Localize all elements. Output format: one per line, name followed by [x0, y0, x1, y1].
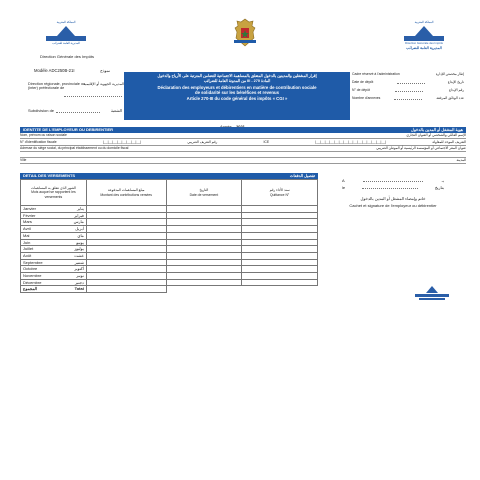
adresse-label: Adresse du siège social, du principal établissement ou du domicile fiscal: [20, 146, 129, 150]
quittance-cell[interactable]: [242, 206, 318, 213]
quittance-cell[interactable]: [242, 246, 318, 253]
month-cell: [21, 246, 87, 253]
table-row: [21, 226, 318, 233]
num-depot-label: N° de dépôt: [352, 88, 370, 92]
date-cell[interactable]: [166, 219, 242, 226]
cadre-label: Cadre réservé à l'administration: [352, 72, 400, 76]
quittance-cell[interactable]: [242, 279, 318, 286]
if-label: N° d'identification fiscale: [20, 140, 57, 144]
montant-cell[interactable]: [86, 226, 166, 233]
cachet-label: Cachet et signature de l'employeur ou débirentier: [349, 203, 437, 208]
a-label: A: [342, 178, 345, 183]
month-label-ar: أبريل: [75, 226, 84, 232]
quittance-cell[interactable]: [242, 232, 318, 239]
quittance-cell[interactable]: [242, 259, 318, 266]
montant-cell[interactable]: [86, 259, 166, 266]
montant-cell[interactable]: [86, 232, 166, 239]
montant-cell[interactable]: [86, 273, 166, 280]
subdivision-label-ar: الشعبة: [110, 108, 122, 113]
month-label-ar: يناير: [76, 206, 84, 211]
date-cell[interactable]: [166, 273, 242, 280]
form-title-box: [124, 72, 350, 120]
nb-annexes-field[interactable]: [394, 96, 422, 100]
date-depot-field[interactable]: [397, 80, 425, 84]
versements-title-ar: تفصيل الدفعات: [289, 173, 315, 178]
month-label-ar: أكتوبر: [74, 266, 84, 272]
quittance-cell[interactable]: [242, 212, 318, 219]
month-cell: [21, 219, 87, 226]
col-quittance: سند الأداء رقم Quittance N°: [242, 180, 318, 206]
col-date: التاريخ Date de versement: [166, 180, 242, 206]
ministry-text-right: المملكة المغربية: [414, 20, 434, 24]
quittance-cell[interactable]: [242, 266, 318, 273]
title-fr-3: Article 270-III du code général des impôts « CGI »: [186, 95, 288, 101]
a-label-ar: بـ: [441, 178, 444, 183]
date-cell[interactable]: [166, 239, 242, 246]
date-depot-label-ar: تاريخ الإيداع: [447, 80, 464, 84]
date-cell[interactable]: [166, 206, 242, 213]
month-cell: [21, 273, 87, 280]
montant-cell[interactable]: [86, 212, 166, 219]
model-label-ar: نموذج: [100, 68, 110, 73]
quittance-cell[interactable]: [242, 219, 318, 226]
nom-label: Nom, prénom ou raison sociale: [20, 133, 67, 137]
month-label-ar: مارس: [73, 219, 84, 225]
month-label-ar: فبراير: [74, 212, 84, 218]
month-label-ar: غشت: [74, 252, 84, 258]
le-label-ar: بتاريخ: [434, 185, 444, 190]
ministry-text-left: المملكة المغربية: [56, 20, 76, 24]
table-row: [21, 273, 318, 280]
le-field[interactable]: [362, 185, 418, 189]
month-label: Juin: [23, 239, 31, 245]
date-cell[interactable]: [166, 266, 242, 273]
table-row: [21, 239, 318, 246]
col-mois: الشهر الذي تتعلق به المساهمات Mois auquel se rapportent les versements: [21, 180, 87, 206]
table-row: [21, 212, 318, 219]
date-cell[interactable]: [166, 259, 242, 266]
ice-cells[interactable]: |__|__|__|__|__|__|__|__|__|__|__|__|__|__|__|: [315, 140, 386, 144]
month-label: Janvier: [23, 206, 36, 211]
dgi-logo-icon: [415, 26, 433, 36]
direction-field[interactable]: [64, 96, 122, 97]
total-label-ar: المجموع: [23, 286, 37, 292]
month-label: Septembre: [23, 259, 43, 265]
montant-cell[interactable]: [86, 252, 166, 259]
dgi-ar-left: المديرية العامة للضرائب: [52, 41, 80, 45]
month-label: Mars: [23, 219, 32, 225]
montant-cell[interactable]: [86, 219, 166, 226]
if-cells[interactable]: |__|__|__|__|__|__|__|__|: [102, 140, 142, 144]
versements-title: DETAIL DES VERSEMENTS: [23, 173, 76, 178]
le-label: le: [342, 185, 346, 190]
month-label: Février: [23, 212, 36, 218]
if-label-ar: التعريف الموحد للمقاولة: [432, 140, 466, 144]
month-label: Décembre: [23, 279, 42, 285]
month-label-ar: دجنبر: [74, 279, 84, 285]
nb-annexes-label: Nombre d'annexes: [352, 96, 381, 100]
date-cell[interactable]: [166, 246, 242, 253]
ice-label: ICE: [263, 140, 270, 144]
dgi-footer-logo-icon: [426, 286, 438, 293]
date-cell[interactable]: [166, 252, 242, 259]
total-row: [21, 286, 318, 293]
title-ar: إقرار المشغلين والمدينين بالدخول المتعلق بالمساهمة الاجتماعية للتضامن المترتبة على الأرباح والدخول: [157, 74, 317, 78]
month-label-ar: يوليوز: [74, 246, 84, 252]
table-row: [21, 266, 318, 273]
versements-table: [20, 179, 318, 293]
total-montant-cell[interactable]: [86, 286, 166, 293]
month-label: Avril: [23, 226, 31, 232]
subdivision-field[interactable]: [56, 112, 100, 113]
month-cell: [21, 279, 87, 286]
signature-block: [320, 178, 466, 208]
month-cell: [21, 206, 87, 213]
month-label-ar: ماي: [77, 232, 84, 238]
a-field[interactable]: [363, 178, 423, 182]
month-cell: [21, 239, 87, 246]
dgi-logo-left: [36, 20, 96, 45]
num-depot-field[interactable]: [395, 88, 423, 92]
table-row: [21, 279, 318, 286]
month-cell: [21, 226, 87, 233]
ville-label: Ville: [20, 158, 27, 162]
direction-label: Direction régionale, provinciale ou (inter) préfectorale de: [28, 82, 86, 91]
nom-label-ar: الإسم العائلي والشخصي أو العنوان التجاري: [406, 133, 466, 137]
month-label: Octobre: [23, 266, 38, 272]
declaration-form: [14, 10, 466, 306]
total-label: Total: [74, 286, 84, 292]
col-montant: مبلغ المساهمات المدفوعة Montant des contributions versées: [86, 180, 166, 206]
subdivision-label: Subdivision de: [28, 108, 55, 113]
model-label: Modèle ADC250B-21I: [34, 68, 75, 73]
month-label: Mai: [23, 232, 30, 238]
dgi-logo-icon: [57, 26, 75, 36]
montant-cell[interactable]: [86, 239, 166, 246]
dgi-name-right: Direction Générale des Impôts: [405, 41, 443, 45]
montant-cell[interactable]: [86, 206, 166, 213]
date-depot-label: Date de dépôt: [352, 80, 374, 84]
table-row: [21, 259, 318, 266]
montant-cell[interactable]: [86, 246, 166, 253]
title-fr-1: Déclaration des employeurs et débirentiers en matière de contribution sociale: [157, 84, 317, 90]
month-label: Novembre: [23, 273, 42, 279]
table-row: [21, 219, 318, 226]
date-cell[interactable]: [166, 279, 242, 286]
rc-label-ar: رقم التعريف الضريبي: [187, 140, 218, 144]
cachet-label-ar: خاتم وإمضاء المشغل أو المدين بالدخول: [360, 196, 426, 201]
title-ar-2: المادة 270 - III من المدونة العامة للضرائب: [203, 79, 271, 84]
month-cell: [21, 266, 87, 273]
identite-section: [20, 133, 466, 164]
title-fr-2: de solidarité sur les bénéfices et revenus: [194, 90, 280, 96]
direction-label-ar: المديرية الجهوية أو الإقليمية: [83, 82, 124, 86]
quittance-cell[interactable]: [242, 226, 318, 233]
identite-title-ar: هوية المشغل أو المدين بالدخول: [410, 127, 463, 132]
date-cell[interactable]: [166, 232, 242, 239]
month-cell: [21, 252, 87, 259]
dgi-name-left: Direction Générale des Impôts: [40, 54, 95, 59]
montant-cell[interactable]: [86, 279, 166, 286]
quittance-cell[interactable]: [242, 239, 318, 246]
month-label-ar: شتنبر: [74, 259, 84, 265]
num-depot-label-ar: رقم الإيداع: [448, 88, 464, 92]
adresse-label-ar: عنوان المقر الاجتماعي أو المؤسسة الرئيسية أو الموطن الضريبي: [376, 146, 466, 150]
identite-title: IDENTITE DE L'EMPLOYEUR OU DEBIRENTIER: [23, 127, 114, 132]
quittance-cell[interactable]: [242, 273, 318, 280]
table-row: [21, 252, 318, 259]
coat-of-arms-icon: [232, 18, 258, 53]
admin-reserved-block: [352, 72, 464, 100]
month-label: Août: [23, 252, 32, 258]
month-label-ar: نونبر: [76, 273, 84, 279]
month-label-ar: يونيو: [76, 239, 84, 245]
month-cell: [21, 232, 87, 239]
nb-annexes-label-ar: عدد الوثائق المرفقة: [436, 96, 464, 100]
quittance-cell[interactable]: [242, 252, 318, 259]
table-row: [21, 232, 318, 239]
dgi-ar-right: المديرية العامة للضرائب: [406, 46, 442, 50]
date-cell[interactable]: [166, 212, 242, 219]
cadre-label-ar: إطار مخصص للإدارة: [435, 72, 464, 76]
month-cell: [21, 212, 87, 219]
month-cell: [21, 259, 87, 266]
montant-cell[interactable]: [86, 266, 166, 273]
month-label: Juillet: [23, 246, 34, 252]
table-row: [21, 206, 318, 213]
date-cell[interactable]: [166, 226, 242, 233]
table-row: [21, 246, 318, 253]
ville-label-ar: المدينة: [456, 158, 466, 162]
footer-logo: [412, 286, 452, 300]
dgi-logo-right: [394, 20, 454, 50]
